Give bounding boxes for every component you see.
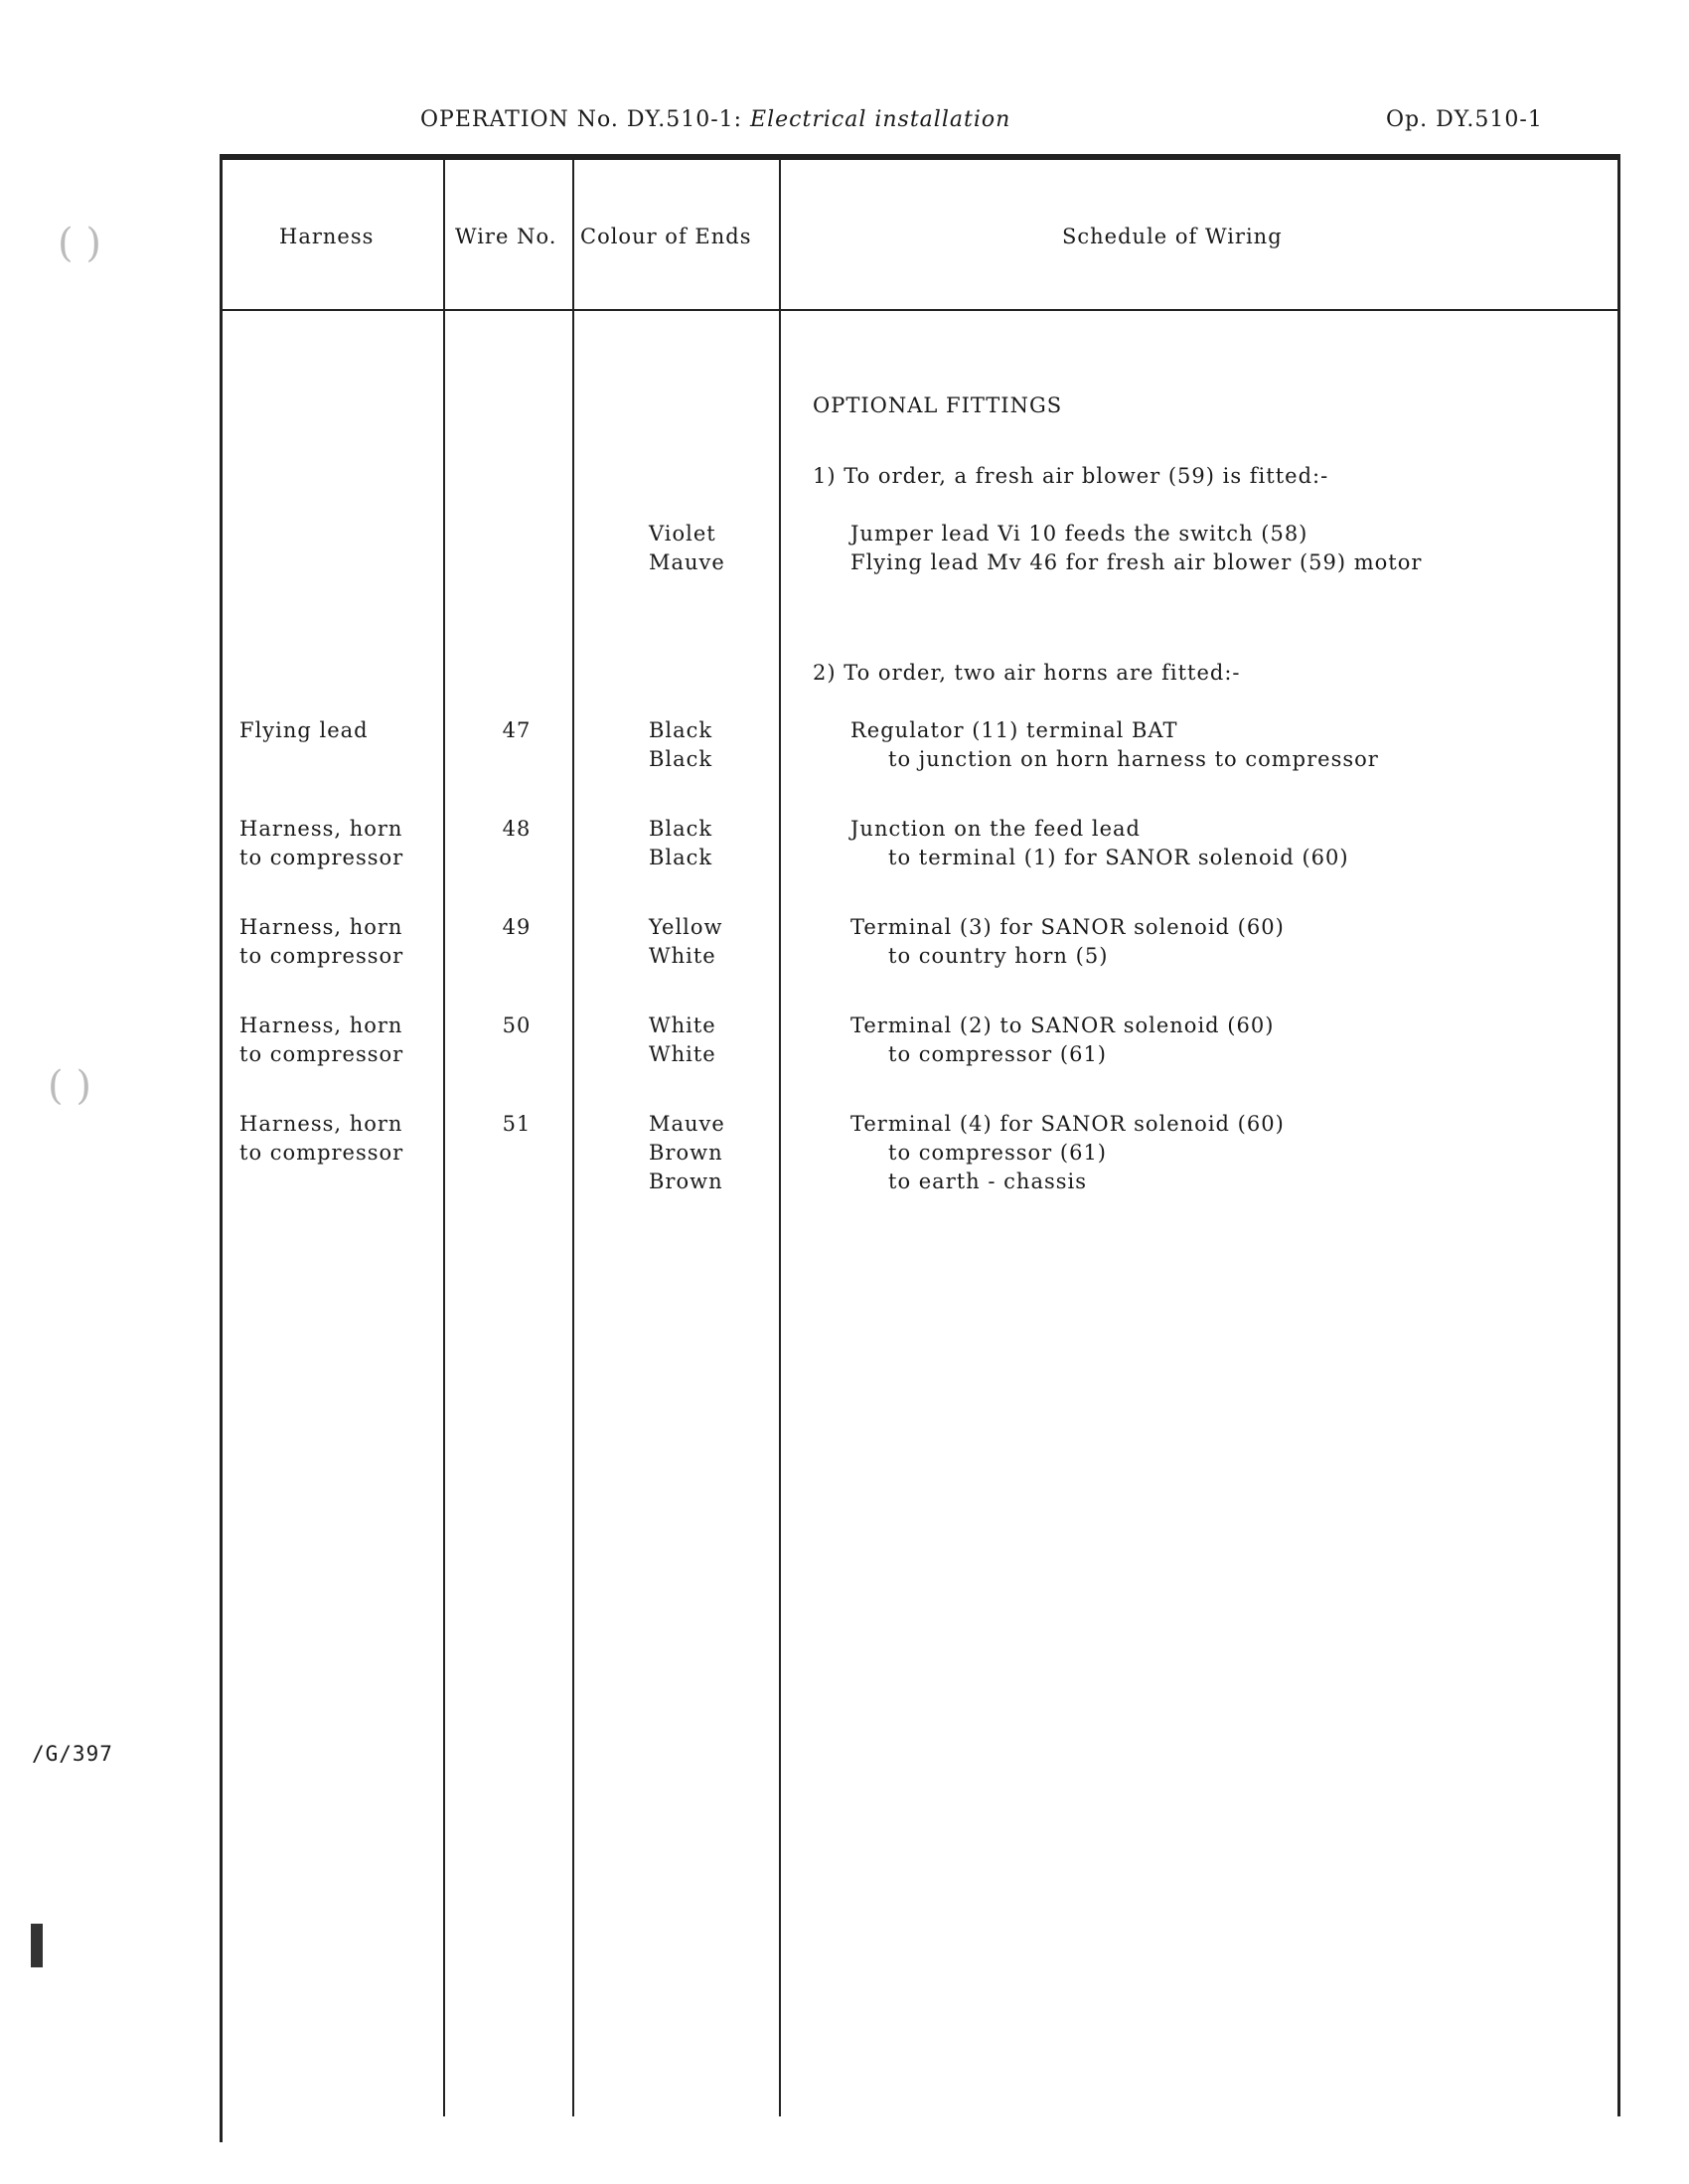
harness-line: to compressor bbox=[239, 846, 404, 869]
harness-line: to compressor bbox=[239, 944, 404, 968]
operation-subject: Electrical installation bbox=[750, 107, 1011, 132]
schedule-line: Regulator (11) terminal BAT bbox=[850, 718, 1178, 742]
punch-hole-mark: ( ) bbox=[58, 221, 101, 266]
schedule-line: Jumper lead Vi 10 feeds the switch (58) bbox=[850, 522, 1308, 546]
table-row-schedule bbox=[850, 913, 1285, 971]
wire-number: 47 bbox=[502, 718, 532, 742]
page-header bbox=[0, 107, 1689, 143]
column-divider bbox=[779, 160, 781, 2116]
item-2-heading: 2) To order, two air horns are fitted:- bbox=[813, 661, 1241, 685]
harness-line: to compressor bbox=[239, 1042, 404, 1066]
schedule-line: Flying lead Mv 46 for fresh air blower (59) motor bbox=[850, 550, 1423, 574]
margin-reference: /G/397 bbox=[32, 1742, 113, 1766]
colour-end: Black bbox=[649, 747, 713, 771]
colour-end: Mauve bbox=[649, 1112, 725, 1136]
table-row-colours bbox=[649, 1012, 716, 1069]
harness-line: to compressor bbox=[239, 1141, 404, 1165]
schedule-line: to country horn (5) bbox=[888, 944, 1109, 968]
schedule-line: Junction on the feed lead bbox=[850, 817, 1141, 841]
margin-bar-mark bbox=[31, 1924, 43, 1967]
schedule-line: Terminal (4) for SANOR solenoid (60) bbox=[850, 1112, 1285, 1136]
colour-end: Violet bbox=[649, 522, 716, 546]
table-row-schedule bbox=[850, 1110, 1285, 1196]
table-row-harness bbox=[239, 913, 403, 971]
table-row-colours bbox=[649, 716, 712, 774]
operation-prefix: OPERATION No. DY.510-1: bbox=[420, 107, 743, 132]
col-header-harness: Harness bbox=[279, 225, 375, 248]
item-1-colours bbox=[649, 520, 725, 577]
table-row-colours bbox=[649, 1110, 725, 1196]
col-header-schedule: Schedule of Wiring bbox=[1062, 225, 1283, 248]
table-row-harness bbox=[239, 1110, 403, 1168]
colour-end: Mauve bbox=[649, 550, 725, 574]
colour-end: Yellow bbox=[649, 915, 723, 939]
colour-end: Black bbox=[649, 718, 713, 742]
table-left-extension bbox=[220, 2097, 223, 2142]
colour-end: Brown bbox=[649, 1170, 723, 1193]
harness-line: Harness, horn bbox=[239, 817, 403, 841]
colour-end: White bbox=[649, 1042, 716, 1066]
item-1-schedule bbox=[850, 520, 1422, 577]
col-header-wire-no: Wire No. bbox=[455, 225, 557, 248]
item-1-heading: 1) To order, a fresh air blower (59) is fitted:- bbox=[813, 464, 1329, 488]
colour-end: White bbox=[649, 1014, 716, 1037]
schedule-line: Terminal (2) to SANOR solenoid (60) bbox=[850, 1014, 1275, 1037]
colour-end: White bbox=[649, 944, 716, 968]
table-row-schedule bbox=[850, 716, 1379, 774]
schedule-line: to compressor (61) bbox=[888, 1042, 1108, 1066]
harness-line: Harness, horn bbox=[239, 1112, 403, 1136]
schedule-line: to compressor (61) bbox=[888, 1141, 1108, 1165]
wire-number: 48 bbox=[502, 817, 532, 841]
colour-end: Black bbox=[649, 817, 713, 841]
wire-number: 49 bbox=[502, 915, 532, 939]
table-row-harness bbox=[239, 815, 403, 872]
operation-title bbox=[420, 107, 1010, 132]
wire-number: 50 bbox=[502, 1014, 532, 1037]
schedule-line: to junction on horn harness to compressor bbox=[888, 747, 1379, 771]
column-divider bbox=[572, 160, 574, 2116]
colour-end: Black bbox=[649, 846, 713, 869]
colour-end: Brown bbox=[649, 1141, 723, 1165]
schedule-line: to terminal (1) for SANOR solenoid (60) bbox=[888, 846, 1349, 869]
table-row-harness bbox=[239, 716, 369, 745]
harness-line: Harness, horn bbox=[239, 1014, 403, 1037]
col-header-colour-of-ends: Colour of Ends bbox=[580, 225, 752, 248]
table-row-harness bbox=[239, 1012, 403, 1069]
table-row-colours bbox=[649, 815, 712, 872]
punch-hole-mark: ( ) bbox=[48, 1063, 91, 1109]
column-divider bbox=[443, 160, 445, 2116]
table-row-schedule bbox=[850, 1012, 1274, 1069]
schedule-line: Terminal (3) for SANOR solenoid (60) bbox=[850, 915, 1285, 939]
table-row-schedule bbox=[850, 815, 1349, 872]
harness-line: Harness, horn bbox=[239, 915, 403, 939]
schedule-line: to earth - chassis bbox=[888, 1170, 1088, 1193]
header-divider bbox=[223, 309, 1617, 311]
harness-line: Flying lead bbox=[239, 718, 369, 742]
table-row-colours bbox=[649, 913, 723, 971]
operation-ref: Op. DY.510-1 bbox=[1386, 107, 1543, 132]
wire-number: 51 bbox=[502, 1112, 532, 1136]
section-title: OPTIONAL FITTINGS bbox=[813, 393, 1063, 417]
